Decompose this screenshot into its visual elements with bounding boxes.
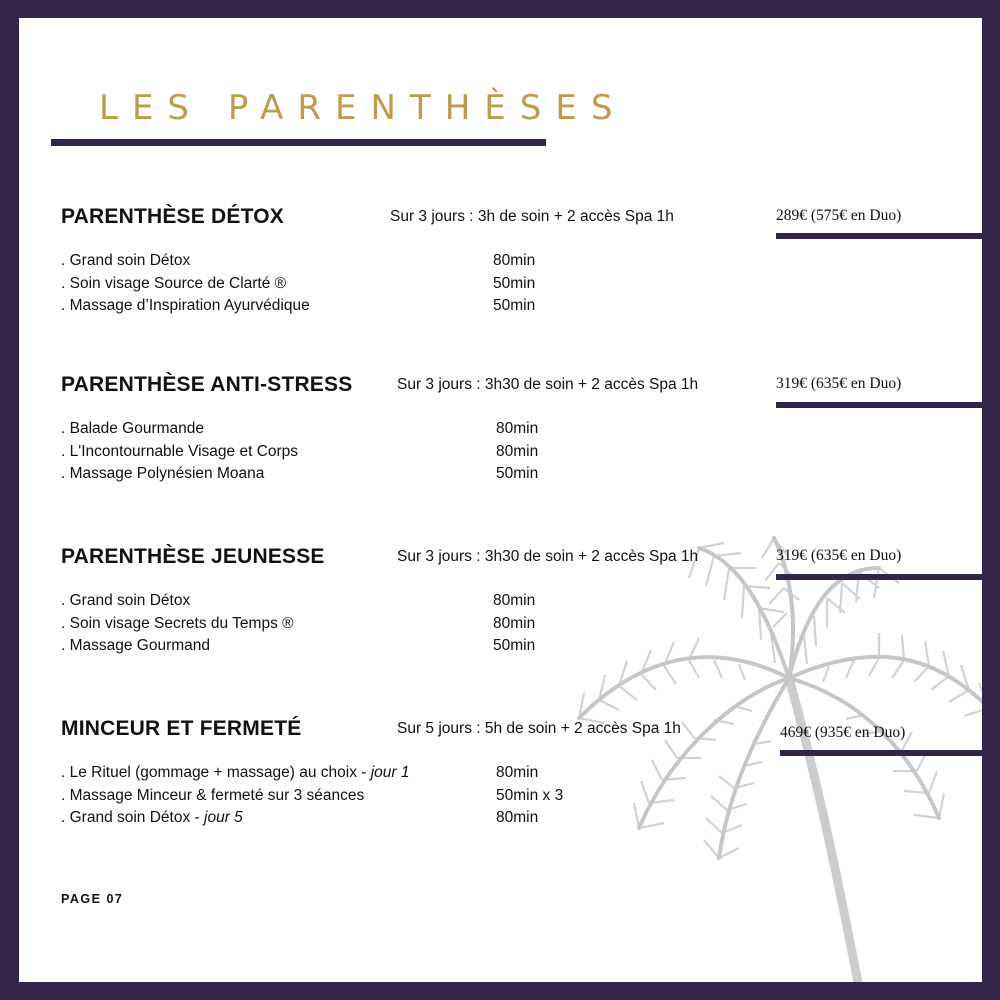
treatment-name: . Le Rituel (gommage + massage) au choix - jour 1 [61, 764, 410, 781]
treatment-list [61, 764, 601, 832]
treatment-duration: 80min [493, 252, 536, 269]
treatment-name: . Grand soin Détox [61, 592, 191, 609]
treatment-name: . Soin visage Secrets du Temps ® [61, 614, 294, 632]
package-price: 319€ (635€ en Duo) [776, 375, 902, 392]
treatment-duration: 80min [496, 764, 539, 781]
treatment-duration: 50min [496, 465, 539, 482]
treatment-name: . Massage Gourmand [61, 637, 211, 654]
package-summary: Sur 5 jours : 5h de soin + 2 accès Spa 1h [397, 720, 681, 737]
price-underline [776, 233, 982, 239]
package-title: PARENTHÈSE DÉTOX [61, 205, 284, 228]
treatment-item [61, 420, 601, 443]
package-summary: Sur 3 jours : 3h de soin + 2 accès Spa 1h [390, 208, 674, 225]
treatment-item [61, 443, 601, 466]
treatment-item [61, 275, 601, 298]
treatment-name: . Massage Minceur & fermeté sur 3 séances [61, 786, 365, 804]
treatment-item [61, 465, 601, 488]
package-title: PARENTHÈSE JEUNESSE [61, 545, 325, 568]
treatment-name: . Massage d’Inspiration Ayurvédique [61, 297, 310, 314]
package-summary: Sur 3 jours : 3h30 de soin + 2 accès Spa 1h [397, 376, 699, 393]
treatment-duration: 80min [493, 614, 536, 632]
price-underline [776, 574, 982, 580]
treatment-duration: 50min x 3 [496, 786, 564, 804]
treatment-list [61, 420, 601, 488]
page-number: PAGE 07 [61, 892, 124, 906]
treatment-list [61, 252, 601, 320]
treatment-item [61, 637, 601, 660]
title-underline [51, 139, 546, 146]
page-title: LES PARENTHÈSES [99, 88, 627, 128]
package-title: MINCEUR ET FERMETÉ [61, 717, 302, 740]
treatment-list [61, 592, 601, 660]
price-underline [780, 750, 982, 756]
treatment-item [61, 764, 601, 787]
treatment-name: . Grand soin Détox - jour 5 [61, 809, 243, 826]
package-summary: Sur 3 jours : 3h30 de soin + 2 accès Spa 1h [397, 548, 699, 565]
treatment-item [61, 787, 601, 810]
treatment-name: . Balade Gourmande [61, 420, 205, 437]
treatment-duration: 80min [496, 420, 539, 437]
treatment-item [61, 297, 601, 320]
treatment-name: . Grand soin Détox [61, 252, 191, 269]
package-price: 469€ (935€ en Duo) [780, 724, 906, 741]
treatment-item [61, 809, 601, 832]
treatment-duration: 80min [496, 442, 539, 460]
treatment-duration: 50min [493, 637, 536, 654]
treatment-day-note: jour 1 [370, 764, 410, 781]
treatment-item [61, 252, 601, 275]
treatment-name: . Soin visage Source de Clarté ® [61, 274, 287, 292]
treatment-name: . L'Incontournable Visage et Corps [61, 442, 299, 460]
treatment-duration: 50min [493, 274, 536, 292]
treatment-day-note: jour 5 [204, 809, 243, 826]
treatment-name: . Massage Polynésien Moana [61, 465, 265, 482]
treatment-duration: 50min [493, 297, 536, 314]
package-title: PARENTHÈSE ANTI-STRESS [61, 373, 353, 396]
brochure-page [19, 18, 982, 982]
treatment-item [61, 592, 601, 615]
price-underline [776, 402, 982, 408]
treatment-duration: 80min [493, 592, 536, 609]
package-price: 289€ (575€ en Duo) [776, 207, 902, 224]
treatment-item [61, 615, 601, 638]
treatment-duration: 80min [496, 809, 539, 826]
package-price: 319€ (635€ en Duo) [776, 547, 902, 564]
